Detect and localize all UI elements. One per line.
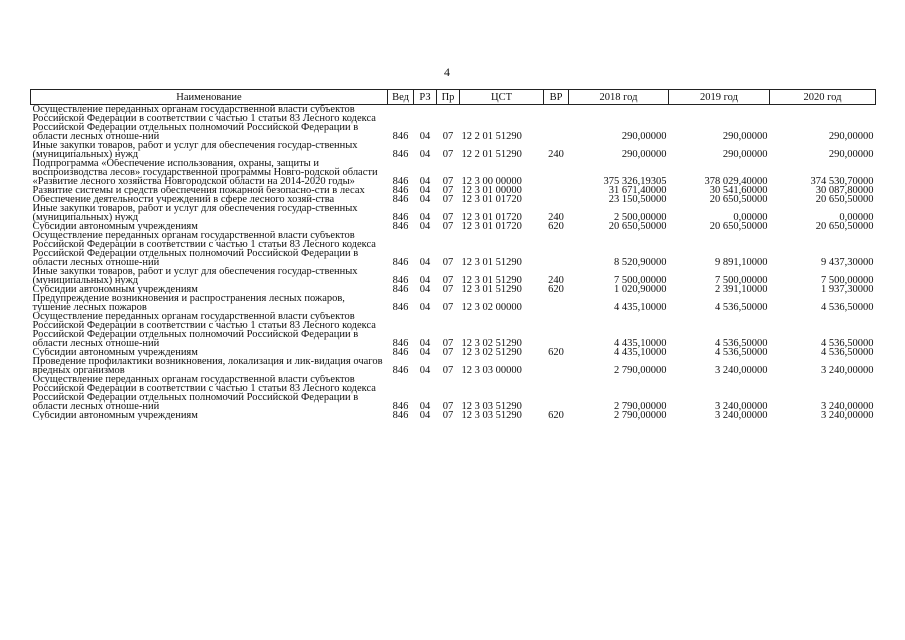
row-value-2019: 3 240,00000 [715,411,768,420]
row-cst: 12 3 02 51290 [461,338,522,348]
row-cst: 12 2 01 51290 [461,149,522,159]
row-ved: 846 [392,195,409,204]
row-value-2020: 1 937,30000 [821,285,874,294]
row-cst: 12 3 01 51290 [461,285,522,294]
row-pr: 07 [442,257,454,267]
row-vr [544,231,569,267]
header-2020: 2020 год [770,90,876,105]
row-value-2020: 4 536,50000 [821,302,874,312]
row-rz: 04 [419,348,431,357]
row-cst: 12 3 01 01720 [461,212,522,222]
table-row [31,186,876,195]
table-row [31,195,876,204]
row-rz: 04 [419,285,431,294]
row-vr: 240 [548,149,564,159]
row-pr: 07 [442,348,454,357]
row-vr [544,312,569,348]
row-value-2020: 3 240,00000 [821,401,874,411]
row-cst: 12 3 02 51290 [461,348,522,357]
row-name: Осуществление переданных органам государственной власти субъектов Российской Федерации в соответствии с частью 1 статьи 83 Лесного кодекса Российской Федерации отдельных полномочий Российской Федерации в области лесных отноше-ний [32,312,376,348]
row-value-2020: 20 650,50000 [815,195,874,204]
row-value-2020: 290,00000 [828,131,874,141]
row-pr: 07 [442,302,454,312]
row-ved: 846 [392,338,409,348]
row-vr: 620 [548,222,564,231]
row-value-2020: 0,00000 [839,212,874,222]
row-value-2020: 3 240,00000 [821,411,874,420]
header-2019: 2019 год [669,90,770,105]
row-value-2018: 4 435,10000 [614,338,667,348]
row-pr: 07 [442,411,454,420]
row-rz: 04 [419,401,431,411]
row-value-2019: 20 650,50000 [709,222,768,231]
table-row [31,267,876,285]
table-row [31,375,876,411]
header-cst: ЦСТ [460,90,544,105]
row-pr: 07 [442,176,454,186]
row-value-2018: 290,00000 [621,131,667,141]
row-cst: 12 2 01 51290 [461,131,522,141]
row-value-2018: 2 500,00000 [614,212,667,222]
row-name: Иные закупки товаров, работ и услуг для обеспечения государ-ственных (муниципальных) нужд [32,141,358,159]
table-row [31,105,876,142]
row-rz: 04 [419,257,431,267]
row-value-2020: 20 650,50000 [815,222,874,231]
row-rz: 04 [419,411,431,420]
row-ved: 846 [392,212,409,222]
row-cst: 12 3 03 51290 [461,411,522,420]
row-ved: 846 [392,302,409,312]
row-value-2019: 4 536,50000 [715,302,768,312]
row-vr [544,195,569,204]
row-name: Проведение профилактики возникновения, локализация и лик-видация очагов вредных организмов [32,357,383,375]
row-value-2020: 9 437,30000 [821,257,874,267]
table-row [31,348,876,357]
row-value-2018: 2 790,00000 [614,411,667,420]
row-pr: 07 [442,401,454,411]
row-name: Подпрограмма «Обеспечение использования, охраны, защиты и воспроизводства лесов» государственной программы Новго-родской области «Развитие лесного хозяйства Новгородской области на 2014-2020 годы» [32,159,378,186]
row-value-2018: 1 020,90000 [614,285,667,294]
row-value-2018: 7 500,00000 [614,275,667,285]
row-vr: 240 [548,275,564,285]
table-row [31,357,876,375]
row-rz: 04 [419,212,431,222]
row-rz: 04 [419,222,431,231]
row-rz: 04 [419,176,431,186]
header-rz: РЗ [414,90,437,105]
row-ved: 846 [392,222,409,231]
row-value-2019: 20 650,50000 [709,195,768,204]
row-vr: 620 [548,411,564,420]
row-value-2020: 7 500,00000 [821,275,874,285]
row-pr: 07 [442,365,454,375]
row-ved: 846 [392,411,409,420]
budget-table [30,89,876,420]
row-value-2019: 2 391,10000 [715,285,768,294]
row-vr [544,105,569,142]
table-header-row [31,90,876,105]
row-ved: 846 [392,365,409,375]
header-ved: Вед [388,90,414,105]
header-vr: ВР [544,90,569,105]
row-cst: 12 3 03 00000 [461,365,522,375]
row-value-2018: 4 435,10000 [614,302,667,312]
row-value-2020: 3 240,00000 [821,365,874,375]
row-vr [544,357,569,375]
row-ved: 846 [392,275,409,285]
row-rz: 04 [419,186,431,195]
row-cst: 12 3 03 51290 [461,401,522,411]
row-rz: 04 [419,195,431,204]
row-name: Иные закупки товаров, работ и услуг для обеспечения государ-ственных (муниципальных) нужд [32,204,358,222]
row-value-2018: 375 326,19305 [603,176,667,186]
row-value-2020: 374 530,70000 [810,176,874,186]
row-value-2018: 2 790,00000 [614,365,667,375]
row-vr [544,294,569,312]
row-pr: 07 [442,285,454,294]
row-value-2019: 290,00000 [722,149,768,159]
row-pr: 07 [442,195,454,204]
row-pr: 07 [442,186,454,195]
row-cst: 12 3 02 00000 [461,302,522,312]
row-rz: 04 [419,338,431,348]
row-pr: 07 [442,131,454,141]
row-value-2018: 31 671,40000 [608,186,667,195]
table-row [31,285,876,294]
table-row [31,204,876,222]
page-number: 4 [444,65,450,79]
row-cst: 12 3 01 51290 [461,275,522,285]
row-value-2020: 4 536,50000 [821,348,874,357]
table-row [31,411,876,420]
row-value-2018: 290,00000 [621,149,667,159]
row-ved: 846 [392,131,409,141]
row-value-2018: 23 150,50000 [608,195,667,204]
row-pr: 07 [442,338,454,348]
row-value-2019: 9 891,10000 [715,257,768,267]
row-ved: 846 [392,257,409,267]
row-rz: 04 [419,149,431,159]
row-value-2020: 30 087,80000 [815,186,874,195]
header-pr: Пр [437,90,460,105]
table-row [31,312,876,348]
row-value-2018: 8 520,90000 [614,257,667,267]
row-ved: 846 [392,186,409,195]
row-name: Осуществление переданных органам государственной власти субъектов Российской Федерации в соответствии с частью 1 статьи 83 Лесного кодекса Российской Федерации отдельных полномочий Российской Федерации в области лесных отноше-ний [32,231,376,267]
table-row [31,231,876,267]
row-value-2019: 7 500,00000 [715,275,768,285]
table-row [31,159,876,186]
row-pr: 07 [442,275,454,285]
row-value-2019: 4 536,50000 [715,338,768,348]
row-name: Иные закупки товаров, работ и услуг для обеспечения государ-ственных (муниципальных) нужд [32,267,358,285]
row-value-2019: 4 536,50000 [715,348,768,357]
table-row [31,294,876,312]
row-cst: 12 3 01 01720 [461,222,522,231]
table-row [31,222,876,231]
row-name: Предупреждение возникновения и распространения лесных пожаров, тушение лесных пожаров [32,294,345,312]
row-value-2020: 290,00000 [828,149,874,159]
row-name: Осуществление переданных органам государственной власти субъектов Российской Федерации в соответствии с частью 1 статьи 83 Лесного кодекса Российской Федерации отдельных полномочий Российской Федерации в области лесных отноше-ний [32,104,376,141]
row-value-2020: 4 536,50000 [821,338,874,348]
row-ved: 846 [392,176,409,186]
row-rz: 04 [419,275,431,285]
row-pr: 07 [442,222,454,231]
row-vr: 240 [548,212,564,222]
row-rz: 04 [419,302,431,312]
row-name: Осуществление переданных органам государственной власти субъектов Российской Федерации в соответствии с частью 1 статьи 83 Лесного кодекса Российской Федерации отдельных полномочий Российской Федерации в области лесных отноше-ний [32,375,376,411]
row-value-2018: 20 650,50000 [608,222,667,231]
row-rz: 04 [419,365,431,375]
row-vr [544,186,569,195]
row-vr [544,159,569,186]
row-name: Развитие системы и средств обеспечения пожарной безопасно-сти в лесах [32,186,365,195]
row-value-2019: 290,00000 [722,131,768,141]
row-cst: 12 3 00 00000 [461,176,522,186]
row-pr: 07 [442,212,454,222]
row-ved: 846 [392,401,409,411]
row-rz: 04 [419,131,431,141]
row-vr: 620 [548,348,564,357]
row-value-2019: 378 029,40000 [704,176,768,186]
row-cst: 12 3 01 00000 [461,186,522,195]
row-cst: 12 3 01 01720 [461,195,522,204]
row-value-2018: 4 435,10000 [614,348,667,357]
row-vr [544,375,569,411]
table-row [31,141,876,159]
row-vr: 620 [548,285,564,294]
row-ved: 846 [392,149,409,159]
row-pr: 07 [442,149,454,159]
row-ved: 846 [392,285,409,294]
row-ved: 846 [392,348,409,357]
row-value-2019: 30 541,60000 [709,186,768,195]
header-name: Наименование [31,90,388,105]
row-value-2018: 2 790,00000 [614,401,667,411]
row-name: Субсидии автономным учреждениям [32,285,198,294]
row-name: Субсидии автономным учреждениям [32,411,198,420]
row-cst: 12 3 01 51290 [461,257,522,267]
header-2018: 2018 год [569,90,669,105]
row-value-2019: 3 240,00000 [715,365,768,375]
row-value-2019: 3 240,00000 [715,401,768,411]
row-name: Субсидии автономным учреждениям [32,222,198,231]
row-name: Обеспечение деятельности учреждений в сфере лесного хозяй-ства [32,195,335,204]
row-name: Субсидии автономным учреждениям [32,348,198,357]
row-value-2019: 0,00000 [733,212,768,222]
